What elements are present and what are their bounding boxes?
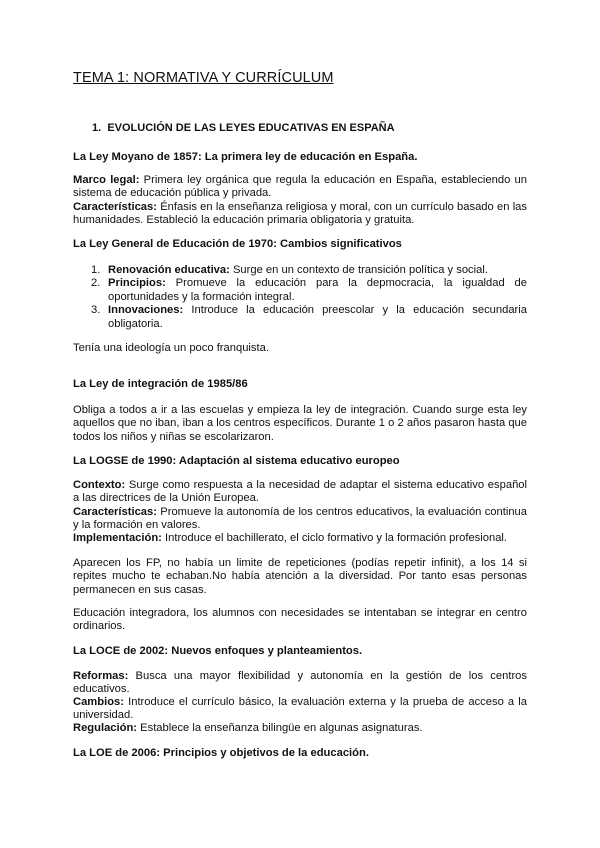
lge-list	[91, 264, 527, 331]
label-reformas: Reformas:	[73, 670, 129, 682]
label-caracteristicas: Características:	[73, 506, 157, 518]
list-item-text: Surge en un contexto de transición política y social.	[229, 264, 488, 276]
paragraph-integracion: Obliga a todos a ir a las escuelas y empieza la ley de integración. Cuando surge esta ley aquellos que no iban, iban a los centros específicos. Durante 1 o 2 años pasaron hasta que todos los niños y niñas se escolarizaron.	[73, 404, 527, 443]
text-cambios: Introduce el currículo básico, la evaluación externa y la prueba de acceso a la universidad.	[73, 696, 527, 722]
label-regulacion: Regulación:	[73, 722, 138, 734]
text-regulacion: Establece la enseñanza bilingüe en algunas asignaturas.	[137, 722, 423, 734]
text-caracteristicas: Promueve la autonomía de los centros educativos, la evaluación continua y la formación en valores.	[73, 506, 527, 532]
paragraph-loce-regulacion	[73, 722, 527, 735]
text-marco-legal: Primera ley orgánica que regula la educación en España, estableciendo un sistema de educación pública y privada.	[73, 174, 527, 200]
paragraph-logse-implementacion	[73, 532, 527, 545]
paragraph-loce-cambios	[73, 696, 527, 723]
label-contexto: Contexto:	[73, 479, 126, 491]
heading-logse: La LOGSE de 1990: Adaptación al sistema educativo europeo	[73, 455, 400, 467]
section-heading-1	[92, 122, 395, 135]
label-marco-legal: Marco legal:	[73, 174, 140, 186]
list-number: 1.	[91, 264, 101, 276]
section-number: 1.	[92, 122, 102, 134]
paragraph-logse-contexto	[73, 479, 527, 506]
text-reformas: Busca una mayor flexibilidad y autonomía en la gestión de los centros educativos.	[73, 670, 527, 696]
list-item-label: Renovación educativa:	[108, 264, 230, 276]
label-cambios: Cambios:	[73, 696, 124, 708]
list-item	[91, 264, 527, 277]
list-item-text: Promueve la educación para la depmocracia, la igualdad de oportunidades y la formación integral.	[108, 277, 527, 303]
label-implementacion: Implementación:	[73, 532, 162, 544]
page-title: TEMA 1: NORMATIVA Y CURRÍCULUM	[73, 70, 334, 86]
paragraph-lge-note: Tenía una ideología un poco franquista.	[73, 342, 269, 354]
list-item-label: Principios:	[108, 277, 166, 290]
heading-ley-moyano: La Ley Moyano de 1857: La primera ley de educación en España.	[73, 151, 418, 163]
paragraph-logse-note-2: Educación integradora, los alumnos con necesidades se intentaban se integrar en centro ordinarios.	[73, 607, 527, 633]
heading-loe: La LOE de 2006: Principios y objetivos de la educación.	[73, 747, 369, 759]
list-item	[91, 277, 527, 304]
heading-loce: La LOCE de 2002: Nuevos enfoques y planteamientos.	[73, 645, 363, 657]
list-number: 2.	[91, 277, 101, 290]
paragraph-loce-reformas	[73, 670, 527, 697]
text-implementacion: Introduce el bachillerato, el ciclo formativo y la formación profesional.	[161, 532, 508, 544]
label-caracteristicas: Características:	[73, 201, 157, 213]
section-title: EVOLUCIÓN DE LAS LEYES EDUCATIVAS EN ESPAÑA	[107, 122, 395, 134]
paragraph-logse-note-1: Aparecen los FP, no había un limite de repeticiones (podías repetir infinit), a los 14 si repites mucho te echaban.No había atención a la diversidad. Por tanto esas personas permanecen en sus casas.	[73, 557, 527, 596]
paragraph-logse-caracteristicas	[73, 506, 527, 533]
list-number: 3.	[91, 304, 101, 317]
paragraph-moyano-caracteristicas	[73, 201, 527, 228]
heading-ley-integracion: La Ley de integración de 1985/86	[73, 378, 248, 390]
heading-ley-general-1970: La Ley General de Educación de 1970: Cambios significativos	[73, 238, 402, 250]
text-caracteristicas: Énfasis en la enseñanza religiosa y moral, con un currículo basado en las humanidades. Estableció la educación primaria obligatoria y gratuita.	[73, 201, 527, 227]
text-contexto: Surge como respuesta a la necesidad de adaptar el sistema educativo español a las directrices de la Unión Europea.	[73, 479, 527, 505]
list-item	[91, 304, 527, 331]
list-item-label: Innovaciones:	[108, 304, 184, 317]
paragraph-moyano-marco	[73, 174, 527, 201]
list-item-text: Introduce la educación preescolar y la educación secundaria obligatoria.	[108, 304, 527, 330]
